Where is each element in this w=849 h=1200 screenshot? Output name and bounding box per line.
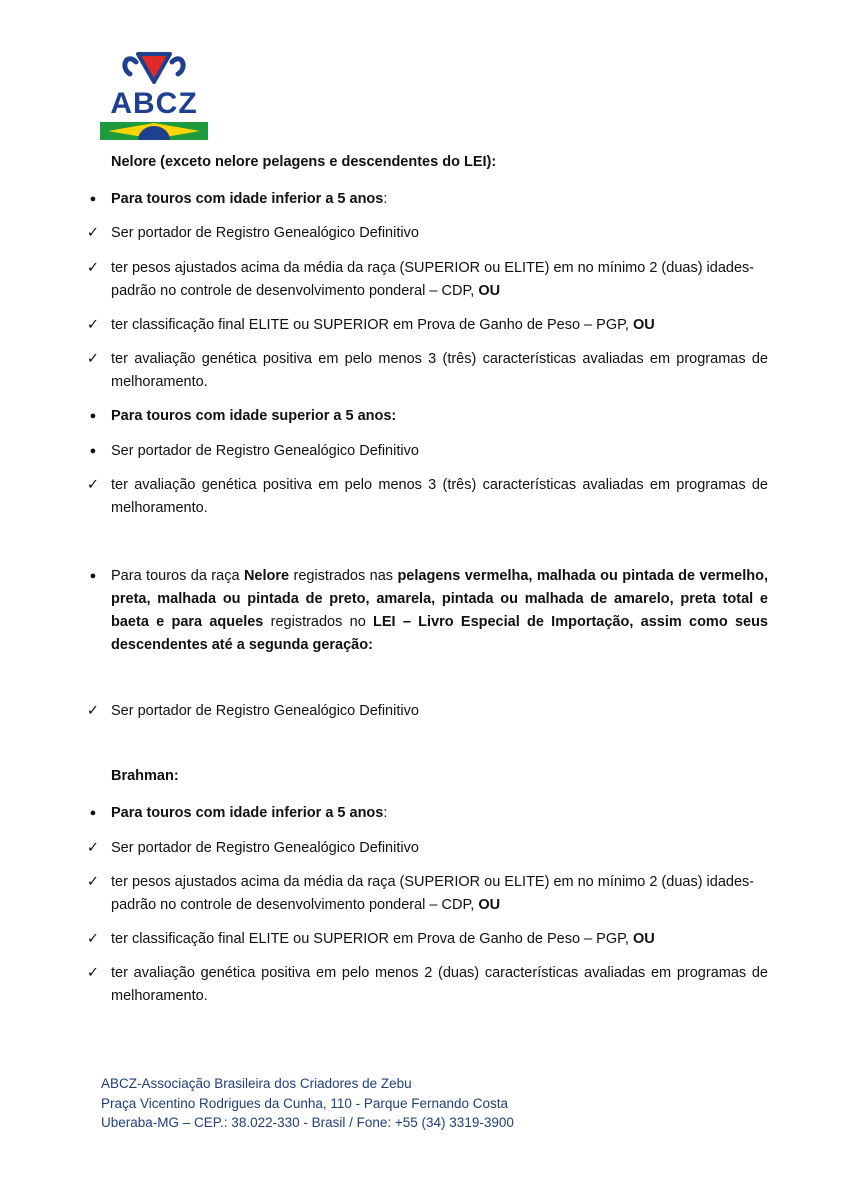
nelore-old-item-2: ter avaliação genética positiva em pelo menos 3 (três) características avaliadas em programas de melhoramento. [111, 477, 768, 516]
brahman-young-item-1: Ser portador de Registro Genealógico Definitivo [111, 840, 419, 856]
brahman-young-item-4: ter avaliação genética positiva em pelo menos 2 (duas) características avaliadas em programas de melhoramento. [111, 965, 768, 1004]
nelore-young-item-2: ter pesos ajustados acima da média da raça (SUPERIOR ou ELITE) em no mínimo 2 (duas) idades-padrão no controle de desenvolvimento ponderal – CDP, OU [111, 260, 755, 299]
footer [101, 1074, 514, 1133]
brahman-young-label: Para touros com idade inferior a 5 anos: [111, 805, 388, 821]
checkmark-icon: ✓ [86, 965, 100, 981]
bullet-icon: ● [89, 410, 97, 422]
checkmark-icon: ✓ [86, 260, 100, 276]
footer-contact: Uberaba-MG – CEP.: 38.022-330 - Brasil / Fone: +55 (34) 3319-3900 [101, 1115, 514, 1130]
bullet-icon: ● [89, 193, 97, 205]
bullet-icon: ● [89, 445, 97, 457]
checkmark-icon: ✓ [86, 225, 100, 241]
bullet-icon: ● [89, 807, 97, 819]
brahman-young-item-3: ter classificação final ELITE ou SUPERIOR em Prova de Ganho de Peso – PGP, OU [111, 931, 655, 947]
checkmark-icon: ✓ [86, 351, 100, 367]
nelore-special-paragraph: Para touros da raça Nelore registrados nas pelagens vermelha, malhada ou pintada de vermelho, preta, malhada ou pintada de preto, amarela, pintada ou malhada de amarelo, preta total e baeta e para aqueles registrados no LEI – Livro Especial de Importação, assim como seus descendentes até a segunda geração: [111, 568, 769, 653]
checkmark-icon: ✓ [86, 874, 100, 890]
nelore-young-item-4: ter avaliação genética positiva em pelo menos 3 (três) características avaliadas em programas de melhoramento. [111, 351, 768, 390]
nelore-young-item-1: Ser portador de Registro Genealógico Definitivo [111, 225, 419, 241]
nelore-heading: Nelore (exceto nelore pelagens e descendentes do LEI): [111, 154, 497, 170]
nelore-special-item: Ser portador de Registro Genealógico Definitivo [111, 703, 419, 719]
checkmark-icon: ✓ [86, 317, 100, 333]
abcz-logo [100, 48, 208, 140]
logo-text: ABCZ [110, 87, 198, 120]
checkmark-icon: ✓ [86, 703, 100, 719]
checkmark-icon: ✓ [86, 477, 100, 493]
brahman-young-item-2: ter pesos ajustados acima da média da raça (SUPERIOR ou ELITE) em no mínimo 2 (duas) idades-padrão no controle de desenvolvimento ponderal – CDP, OU [111, 874, 755, 913]
nelore-old-label: Para touros com idade superior a 5 anos: [111, 408, 397, 424]
nelore-old-item-1: Ser portador de Registro Genealógico Definitivo [111, 443, 419, 459]
footer-address: Praça Vicentino Rodrigues da Cunha, 110 - Parque Fernando Costa [101, 1095, 509, 1111]
brazil-flag-icon [100, 122, 208, 140]
nelore-young-label: Para touros com idade inferior a 5 anos: [111, 191, 388, 207]
footer-organization: ABCZ-Associação Brasileira dos Criadores de Zebu [101, 1076, 412, 1091]
logo-emblem-icon [100, 48, 208, 88]
brahman-heading: Brahman: [111, 768, 179, 784]
checkmark-icon: ✓ [86, 840, 100, 856]
nelore-young-item-3: ter classificação final ELITE ou SUPERIOR em Prova de Ganho de Peso – PGP, OU [111, 317, 655, 333]
checkmark-icon: ✓ [86, 931, 100, 947]
bullet-icon: ● [89, 570, 97, 582]
